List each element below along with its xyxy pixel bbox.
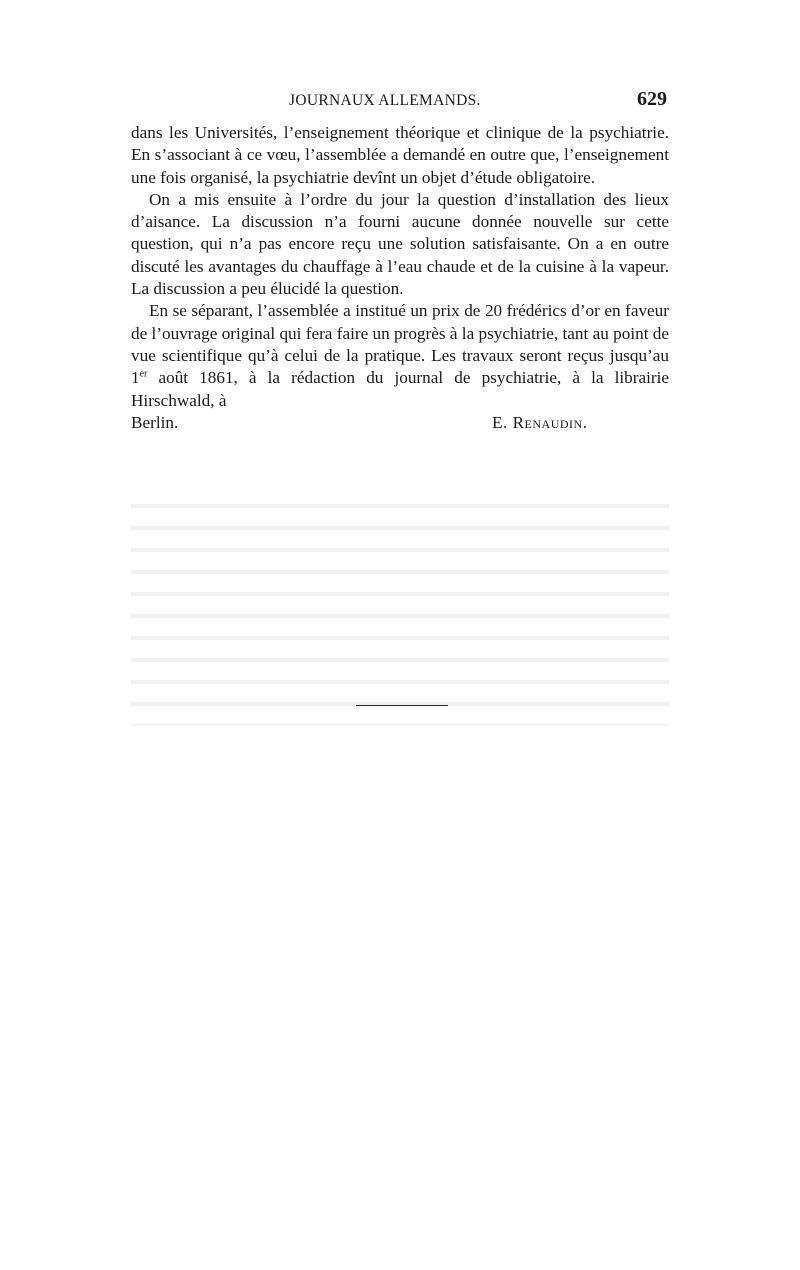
paragraph-1: dans les Universités, l’enseignement théorique et clinique de la psychiatrie. En s’associant à ce vœu, l’assemblée a demandé en outre que, l’enseignement une fois organisé, la psychiatrie devînt un objet d’étude obligatoire. xyxy=(131,123,669,187)
body-text xyxy=(131,122,669,434)
bleed-through-texture xyxy=(131,495,669,725)
paragraph-2: On a mis ensuite à l’ordre du jour la question d’installation des lieux d’aisance. La discussion n’a fourni aucune donnée nouvelle sur cette question, qui n’a pas encore reçu une solution satisfaisante. On a en outre discuté les avantages du chauffage à l’eau chaude et de la cuisine à la vapeur. La discussion a peu élucidé la question. xyxy=(131,189,669,299)
page xyxy=(131,88,669,434)
closing-word: Berlin. xyxy=(131,412,179,432)
running-title: JOURNAUX ALLEMANDS. xyxy=(289,92,481,109)
paragraph-3-text-end: août 1861, à la rédaction du journal de psychiatrie, à la librairie Hirschwald, à xyxy=(131,368,669,410)
superscript-er: er xyxy=(139,368,148,380)
page-number: 629 xyxy=(637,88,667,110)
signature-line xyxy=(131,412,669,434)
running-head xyxy=(131,88,669,114)
section-end-rule xyxy=(356,705,448,706)
paragraph-3-text: En se séparant, l’assemblée a institué un prix de 20 frédérics d’or en faveur de l’ouvrage original qui fera faire un progrès à la psychiatrie, tant au point de vue scientifique qu’à celui de la pratique. Les travaux seront reçus jusqu’au 1 xyxy=(131,301,669,388)
paragraph-3 xyxy=(131,300,669,411)
author-signature: E. Renaudin. xyxy=(492,412,588,432)
